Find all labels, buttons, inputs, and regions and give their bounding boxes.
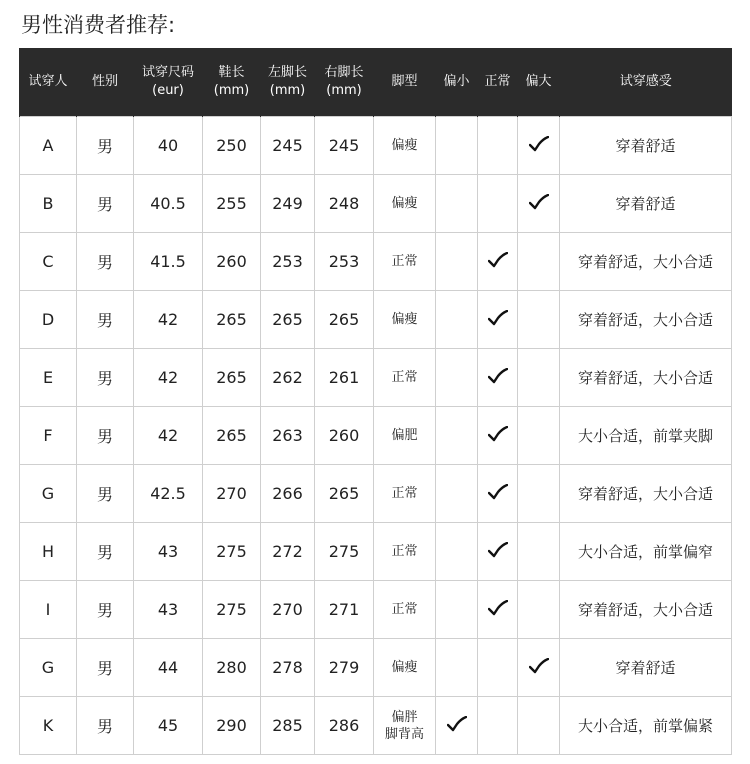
shoe-length-cell: 275 (203, 523, 261, 581)
foot-type-cell (374, 117, 436, 175)
fit-normal-cell (478, 407, 518, 465)
col-header-foot-type: 脚型 (374, 48, 436, 117)
feeling-cell: 穿着舒适，大小合适 (560, 349, 732, 407)
left-foot-cell: 245 (261, 117, 315, 175)
table-row (20, 581, 732, 639)
table-row (20, 349, 732, 407)
table-row (20, 175, 732, 233)
foot-type-label: 偏瘦 (391, 196, 418, 211)
table-body (20, 117, 732, 755)
fit-normal-cell (478, 117, 518, 175)
fit-large-cell (518, 639, 560, 697)
feeling-cell: 穿着舒适，大小合适 (560, 465, 732, 523)
shoe-length-cell: 290 (203, 697, 261, 755)
gender-cell: 男 (77, 465, 134, 523)
shoe-length-cell: 280 (203, 639, 261, 697)
foot-type-label: 正常 (391, 486, 418, 501)
right-foot-cell: 265 (315, 291, 374, 349)
fit-large-cell (518, 465, 560, 523)
checkmark-icon (488, 310, 508, 326)
tester-cell: I (20, 581, 77, 639)
right-foot-cell: 261 (315, 349, 374, 407)
fit-large-cell (518, 523, 560, 581)
size-cell: 41.5 (134, 233, 203, 291)
tester-cell: B (20, 175, 77, 233)
foot-type-label: 正常 (391, 602, 418, 617)
checkmark-icon (488, 252, 508, 268)
shoe-length-cell: 260 (203, 233, 261, 291)
feeling-cell: 穿着舒适，大小合适 (560, 581, 732, 639)
left-foot-cell: 285 (261, 697, 315, 755)
left-foot-cell: 278 (261, 639, 315, 697)
col-header-large: 偏大 (518, 48, 560, 117)
fit-small-cell (436, 175, 478, 233)
feeling-cell: 穿着舒适，大小合适 (560, 291, 732, 349)
shoe-length-cell: 250 (203, 117, 261, 175)
checkmark-icon (488, 542, 508, 558)
feeling-cell: 穿着舒适，大小合适 (560, 233, 732, 291)
feeling-cell: 大小合适，前掌偏紧 (560, 697, 732, 755)
table-row (20, 117, 732, 175)
foot-type-cell (374, 407, 436, 465)
table-row (20, 697, 732, 755)
right-foot-cell: 279 (315, 639, 374, 697)
size-cell: 44 (134, 639, 203, 697)
gender-cell: 男 (77, 581, 134, 639)
table-row (20, 407, 732, 465)
right-foot-cell: 245 (315, 117, 374, 175)
foot-type-label: 偏瘦 (391, 312, 418, 327)
foot-type-label: 正常 (391, 370, 418, 385)
right-foot-cell: 286 (315, 697, 374, 755)
right-foot-cell: 248 (315, 175, 374, 233)
size-cell: 43 (134, 581, 203, 639)
foot-type-cell (374, 349, 436, 407)
col-header-right-foot: 右脚长 (mm) (315, 48, 374, 117)
col-header-shoe-length: 鞋长 (mm) (203, 48, 261, 117)
size-cell: 40 (134, 117, 203, 175)
col-header-gender: 性别 (77, 48, 134, 117)
fit-small-cell (436, 291, 478, 349)
fit-normal-cell (478, 465, 518, 523)
fit-large-cell (518, 291, 560, 349)
table-row (20, 291, 732, 349)
foot-type-label: 偏胖 (391, 709, 418, 725)
foot-type-cell (374, 175, 436, 233)
feeling-cell: 大小合适，前掌夹脚 (560, 407, 732, 465)
size-cell: 45 (134, 697, 203, 755)
left-foot-cell: 270 (261, 581, 315, 639)
fit-large-cell (518, 349, 560, 407)
fit-large-cell (518, 581, 560, 639)
shoe-length-cell: 270 (203, 465, 261, 523)
fit-small-cell (436, 465, 478, 523)
foot-type-label: 偏瘦 (391, 138, 418, 153)
gender-cell: 男 (77, 117, 134, 175)
checkmark-icon (529, 658, 549, 674)
feeling-cell: 穿着舒适 (560, 117, 732, 175)
foot-type-cell (374, 233, 436, 291)
foot-type-cell (374, 291, 436, 349)
fit-large-cell (518, 233, 560, 291)
checkmark-icon (529, 194, 549, 210)
fit-normal-cell (478, 697, 518, 755)
table-row (20, 523, 732, 581)
foot-type-label: 正常 (391, 544, 418, 559)
fit-normal-cell (478, 581, 518, 639)
foot-type-cell (374, 523, 436, 581)
checkmark-icon (488, 368, 508, 384)
foot-type-cell (374, 465, 436, 523)
tester-cell: K (20, 697, 77, 755)
shoe-length-cell: 255 (203, 175, 261, 233)
col-header-small: 偏小 (436, 48, 478, 117)
checkmark-icon (447, 716, 467, 732)
size-cell: 42 (134, 407, 203, 465)
tester-cell: G (20, 465, 77, 523)
size-cell: 43 (134, 523, 203, 581)
fit-normal-cell (478, 639, 518, 697)
fit-small-cell (436, 581, 478, 639)
col-header-left-foot: 左脚长 (mm) (261, 48, 315, 117)
gender-cell: 男 (77, 639, 134, 697)
left-foot-cell: 249 (261, 175, 315, 233)
fit-table (19, 48, 732, 755)
right-foot-cell: 265 (315, 465, 374, 523)
fit-small-cell (436, 233, 478, 291)
foot-type-label: 偏肥 (391, 428, 418, 443)
tester-cell: F (20, 407, 77, 465)
tester-cell: C (20, 233, 77, 291)
foot-type-cell (374, 697, 436, 755)
tester-cell: D (20, 291, 77, 349)
foot-type-label: 脚背高 (384, 726, 424, 742)
left-foot-cell: 253 (261, 233, 315, 291)
gender-cell: 男 (77, 349, 134, 407)
tester-cell: E (20, 349, 77, 407)
feeling-cell: 大小合适，前掌偏窄 (560, 523, 732, 581)
shoe-length-cell: 265 (203, 291, 261, 349)
left-foot-cell: 265 (261, 291, 315, 349)
fit-small-cell (436, 117, 478, 175)
size-cell: 42.5 (134, 465, 203, 523)
foot-type-label: 偏瘦 (391, 660, 418, 675)
right-foot-cell: 253 (315, 233, 374, 291)
page-title: 男性消费者推荐: (21, 13, 176, 37)
right-foot-cell: 271 (315, 581, 374, 639)
gender-cell: 男 (77, 407, 134, 465)
tester-cell: A (20, 117, 77, 175)
fit-small-cell (436, 523, 478, 581)
fit-normal-cell (478, 233, 518, 291)
left-foot-cell: 262 (261, 349, 315, 407)
fit-small-cell (436, 697, 478, 755)
gender-cell: 男 (77, 523, 134, 581)
left-foot-cell: 266 (261, 465, 315, 523)
col-header-tester: 试穿人 (20, 48, 77, 117)
fit-large-cell (518, 175, 560, 233)
gender-cell: 男 (77, 175, 134, 233)
fit-normal-cell (478, 349, 518, 407)
size-cell: 42 (134, 349, 203, 407)
tester-cell: G (20, 639, 77, 697)
foot-type-cell (374, 639, 436, 697)
size-cell: 42 (134, 291, 203, 349)
left-foot-cell: 263 (261, 407, 315, 465)
gender-cell: 男 (77, 291, 134, 349)
checkmark-icon (488, 426, 508, 442)
checkmark-icon (529, 136, 549, 152)
checkmark-icon (488, 484, 508, 500)
fit-small-cell (436, 349, 478, 407)
table-row (20, 639, 732, 697)
feeling-cell: 穿着舒适 (560, 175, 732, 233)
table-row (20, 233, 732, 291)
shoe-length-cell: 265 (203, 407, 261, 465)
size-cell: 40.5 (134, 175, 203, 233)
fit-small-cell (436, 407, 478, 465)
left-foot-cell: 272 (261, 523, 315, 581)
header-row (20, 48, 732, 117)
fit-normal-cell (478, 175, 518, 233)
foot-type-label: 正常 (391, 254, 418, 269)
gender-cell: 男 (77, 233, 134, 291)
table-row (20, 465, 732, 523)
tester-cell: H (20, 523, 77, 581)
fit-large-cell (518, 407, 560, 465)
right-foot-cell: 275 (315, 523, 374, 581)
feeling-cell: 穿着舒适 (560, 639, 732, 697)
right-foot-cell: 260 (315, 407, 374, 465)
col-header-size: 试穿尺码 (eur) (134, 48, 203, 117)
fit-normal-cell (478, 523, 518, 581)
gender-cell: 男 (77, 697, 134, 755)
fit-large-cell (518, 697, 560, 755)
shoe-length-cell: 265 (203, 349, 261, 407)
fit-normal-cell (478, 291, 518, 349)
shoe-length-cell: 275 (203, 581, 261, 639)
col-header-feeling: 试穿感受 (560, 48, 732, 117)
col-header-normal: 正常 (478, 48, 518, 117)
checkmark-icon (488, 600, 508, 616)
fit-large-cell (518, 117, 560, 175)
foot-type-cell (374, 581, 436, 639)
fit-small-cell (436, 639, 478, 697)
